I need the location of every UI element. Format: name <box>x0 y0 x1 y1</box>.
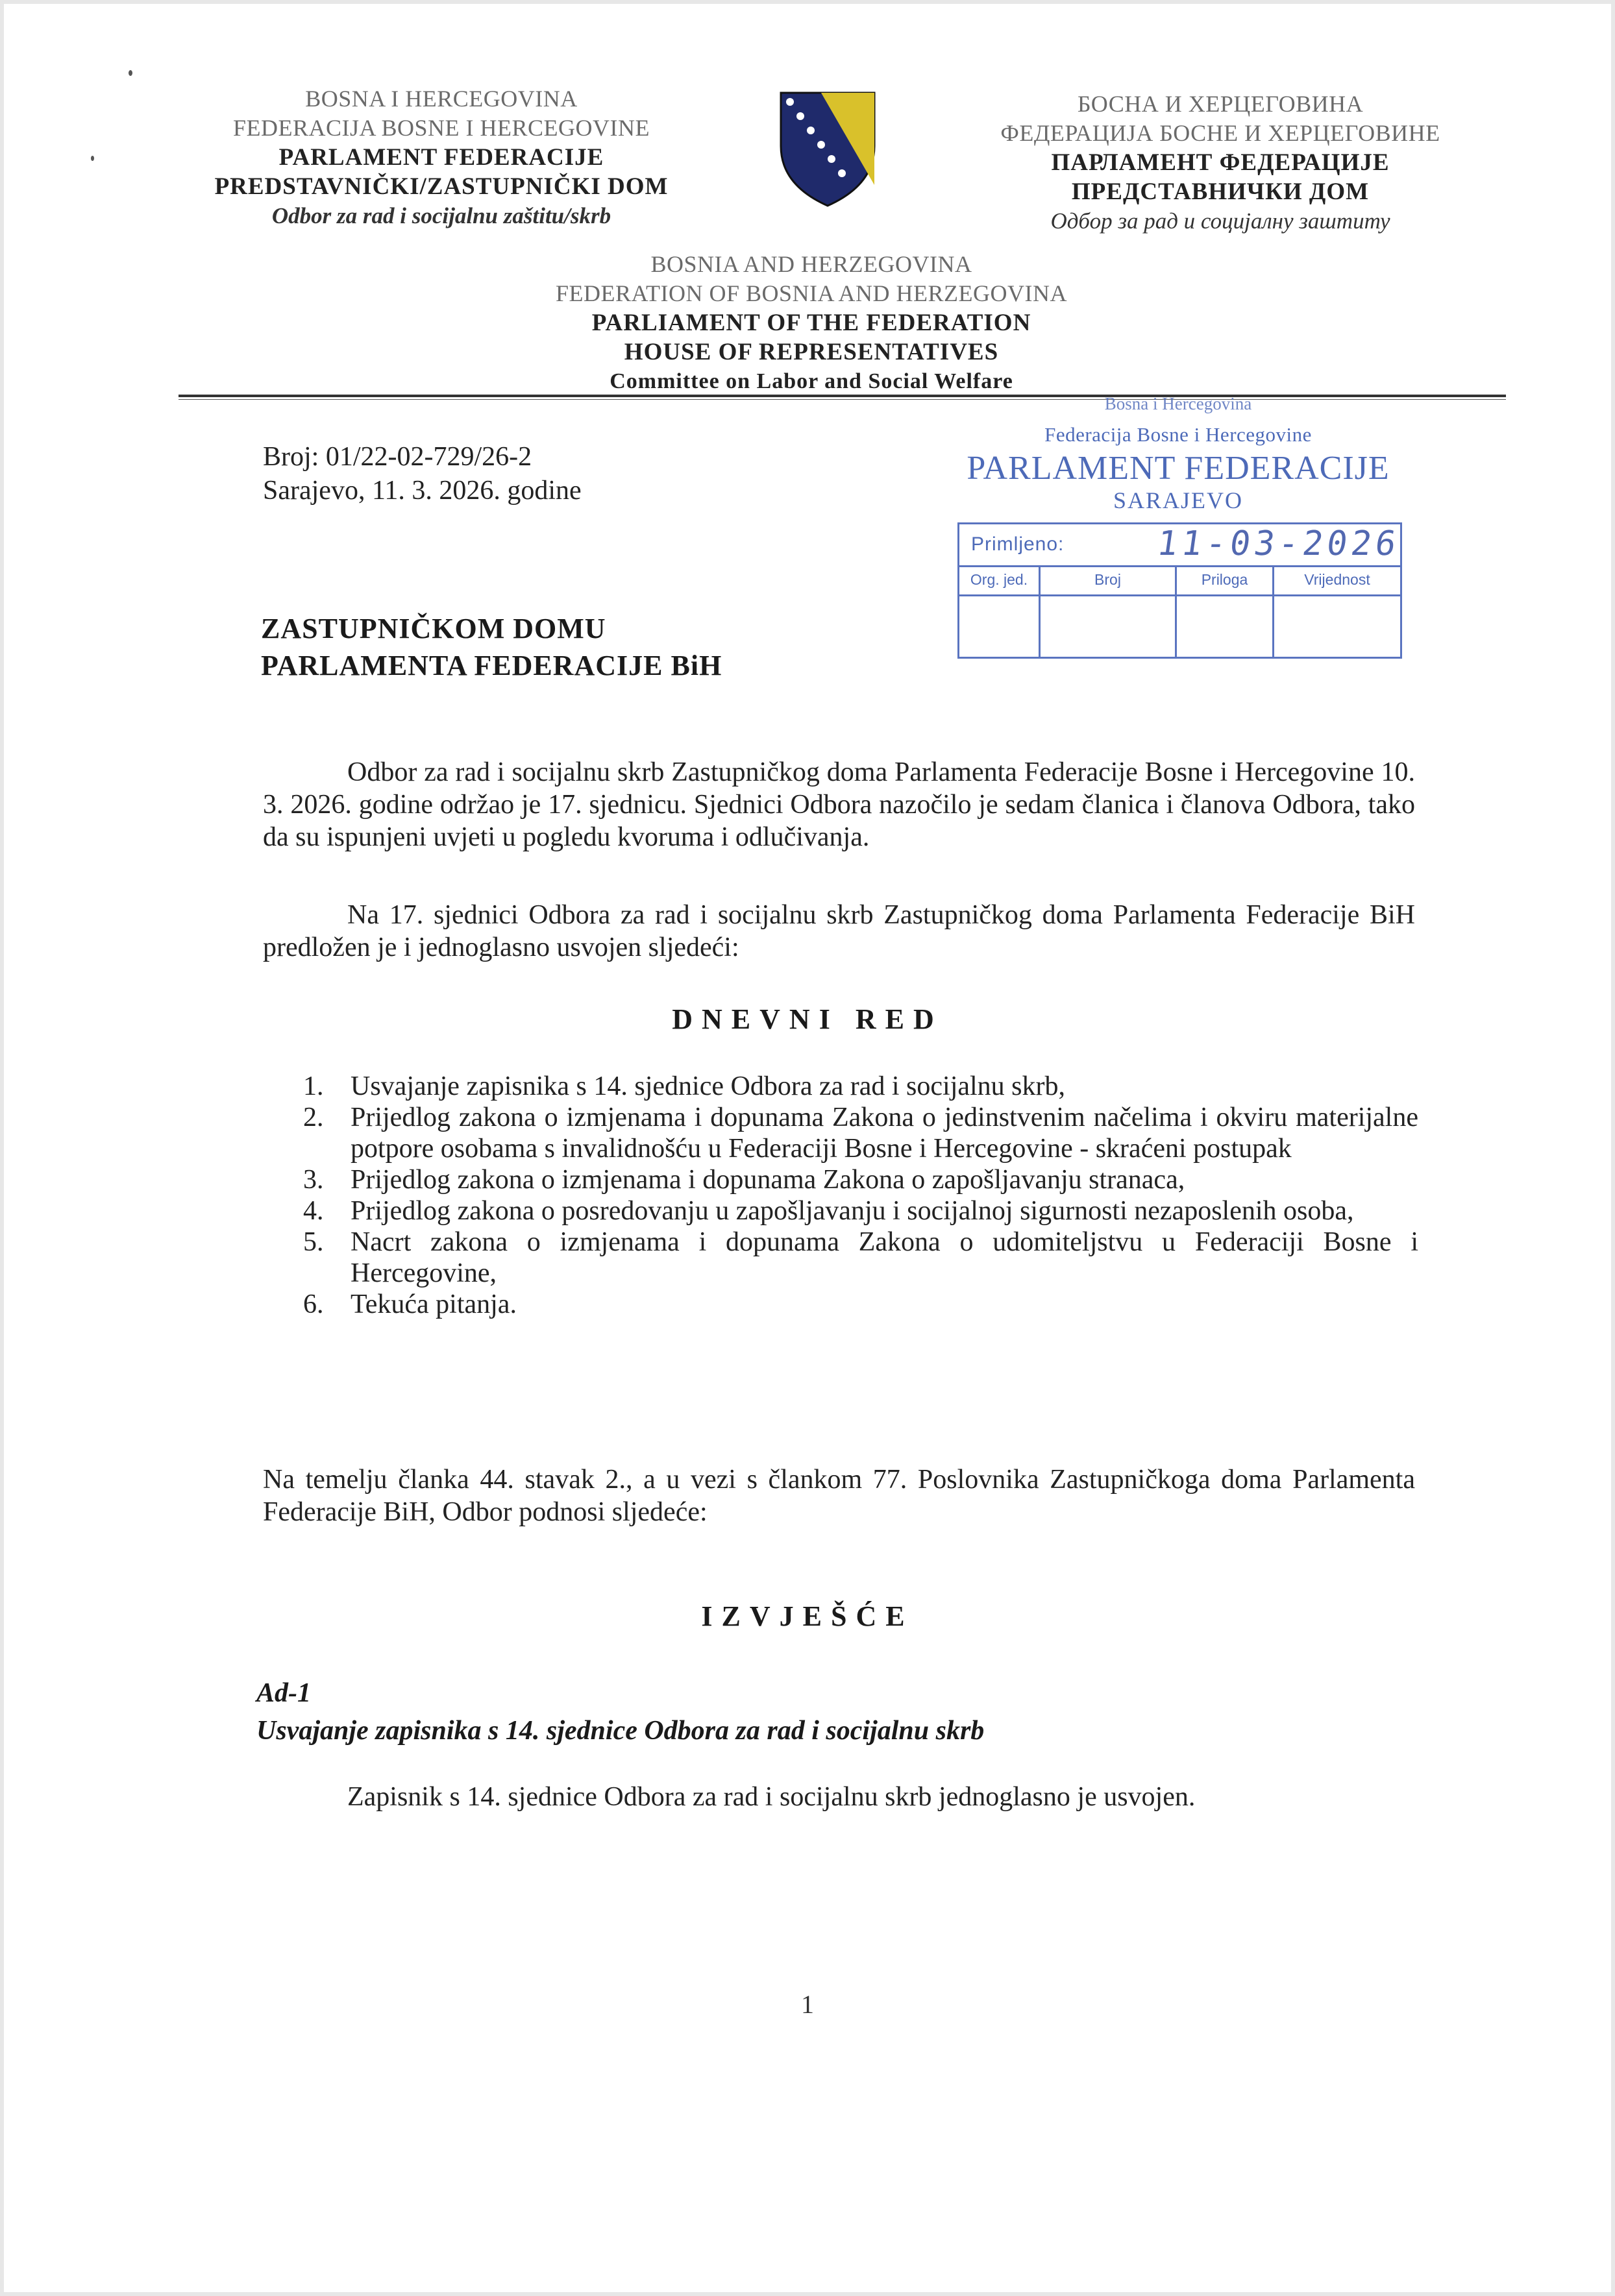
scan-speck <box>91 156 94 161</box>
header-left-line3: PARLAMENT FEDERACIJE <box>278 144 604 171</box>
header-right-line2: ФЕДЕРАЦИЈА БОСНЕ И ХЕРЦЕГОВИНЕ <box>1000 120 1440 146</box>
stamp-received-label: Primljeno: <box>971 533 1065 555</box>
stamp-column-label: Broj <box>1094 571 1121 588</box>
scan-speck <box>129 70 132 76</box>
agenda-item <box>295 1164 1418 1195</box>
page-number: 1 <box>801 1990 814 2019</box>
report-title: IZVJEŠĆE <box>701 1600 914 1632</box>
header-right-line4: ПРЕДСТАВНИЧКИ ДОМ <box>1071 178 1370 205</box>
header-left <box>156 84 727 230</box>
header-left-line1: BOSNA I HERCEGOVINA <box>305 86 578 112</box>
header-right-line5: Одбор за рад и социјалну заштиту <box>1050 208 1390 234</box>
agenda-item <box>295 1102 1418 1164</box>
agenda-item-text: Tekuća pitanja. <box>351 1289 517 1319</box>
agenda-item-text: Prijedlog zakona o izmjenama i dopunama Zakona o zapošljavanju stranaca, <box>351 1165 1185 1195</box>
agenda-item-number: 1. <box>303 1071 324 1101</box>
ad1-text: Zapisnik s 14. sjednice Odbora za rad i socijalnu skrb jednoglasno je usvojen. <box>347 1782 1196 1812</box>
bih-coat-of-arms-icon <box>776 88 880 211</box>
stamp-received-date: 11-03-2026 <box>1154 524 1403 563</box>
stamp-received-row <box>959 524 1403 567</box>
header-center-line2: FEDERATION OF BOSNIA AND HERZEGOVINA <box>555 280 1067 306</box>
stamp-column <box>959 567 1041 657</box>
agenda-intro-paragraph: Na 17. sjednici Odbora za rad i socijalnu skrb Zastupničkog doma Parlamenta Federacije BiH predložen je i jednoglasno usvojen sljedeći: <box>263 900 1415 962</box>
agenda-item-text: Prijedlog zakona o posredovanju u zapošljavanju i socijalnoj sigurnosti nezaposlenih osoba, <box>351 1196 1354 1226</box>
agenda-item-text: Nacrt zakona o izmjenama i dopunama Zakona o udomiteljstvu u Federaciji Bosne i Hercegovine, <box>351 1227 1418 1288</box>
header-left-line2: FEDERACIJA BOSNE I HERCEGOVINE <box>232 115 650 141</box>
agenda-item-number: 2. <box>303 1103 324 1132</box>
header-center-line1: BOSNIA AND HERZEGOVINA <box>650 251 972 277</box>
agenda-title: DNEVNI RED <box>672 1003 943 1035</box>
header-center-line5: Committee on Labor and Social Welfare <box>610 369 1013 393</box>
ad1-label: Ad-1 <box>256 1678 311 1708</box>
stamp-top-line: Bosna i Hercegovina <box>1104 394 1252 413</box>
stamp-column <box>1177 567 1274 657</box>
addressee-line1: ZASTUPNIČKOM DOMU <box>261 613 606 644</box>
header-right-line1: БОСНА И ХЕРЦЕГОВИНА <box>1077 91 1364 117</box>
agenda-item <box>295 1195 1418 1227</box>
ad1-section-heading <box>256 1674 984 1750</box>
ad1-title: Usvajanje zapisnika s 14. sjednice Odbora za rad i socijalnu skrb <box>256 1716 985 1746</box>
agenda-list <box>295 1071 1418 1320</box>
stamp-city: SARAJEVO <box>1113 487 1244 513</box>
agenda-item-text: Usvajanje zapisnika s 14. sjednice Odbora za rad i socijalnu skrb, <box>351 1071 1066 1101</box>
stamp-column-label: Org. jed. <box>970 571 1028 588</box>
reference-number: Broj: 01/22-02-729/26-2 <box>263 442 532 472</box>
addressee <box>261 610 722 684</box>
stamp-column <box>1041 567 1177 657</box>
header-right <box>928 90 1512 236</box>
stamp-main-line: PARLAMENT FEDERACIJE <box>967 450 1390 487</box>
agenda-item <box>295 1071 1418 1102</box>
agenda-item-number: 3. <box>303 1165 324 1195</box>
received-stamp <box>954 396 1402 662</box>
header-center-line4: HOUSE OF REPRESENTATIVES <box>624 339 999 365</box>
addressee-line2: PARLAMENTA FEDERACIJE BiH <box>261 650 722 681</box>
stamp-column-label: Vrijednost <box>1304 571 1370 588</box>
stamp-column <box>1274 567 1400 657</box>
agenda-item-number: 6. <box>303 1289 324 1319</box>
header-left-line4: PREDSTAVNIČKI/ZASTUPNIČKI DOM <box>214 173 669 200</box>
agenda-item-number: 5. <box>303 1227 324 1257</box>
legal-basis-paragraph: Na temelju članka 44. stavak 2., a u vezi s člankom 77. Poslovnika Zastupničkoga doma Parlamenta Federacije BiH, Odbor podnosi sljedeće: <box>263 1465 1415 1527</box>
header-center <box>493 250 1129 396</box>
stamp-sub-line: Federacija Bosne i Hercegovine <box>1044 423 1312 446</box>
intro-paragraph: Odbor za rad i socijalnu skrb Zastupničkog doma Parlamenta Federacije Bosne i Hercegovine 10. 3. 2026. godine održao je 17. sjednicu. Sjednici Odbora nazočilo je sedam članica i članova Odbora, tako da su ispunjeni uvjeti u pogledu kvoruma i odlučivanja. <box>263 757 1415 852</box>
stamp-columns <box>959 567 1400 657</box>
header-center-line3: PARLIAMENT OF THE FEDERATION <box>591 310 1031 336</box>
agenda-item-number: 4. <box>303 1196 324 1226</box>
header-right-line3: ПАРЛАМЕНТ ФЕДЕРАЦИЈЕ <box>1051 149 1390 176</box>
agenda-item-text: Prijedlog zakona o izmjenama i dopunama Zakona o jedinstvenim načelima i okviru materijalne potpore osobama s invalidnošću u Federaciji Bosne i Hercegovine - skraćeni postupak <box>351 1103 1418 1164</box>
header-left-line5: Odbor za rad i socijalnu zaštitu/skrb <box>271 203 611 228</box>
reference-date: Sarajevo, 11. 3. 2026. godine <box>263 476 582 506</box>
agenda-item <box>295 1227 1418 1289</box>
agenda-item <box>295 1289 1418 1320</box>
stamp-column-label: Priloga <box>1201 571 1248 588</box>
stamp-box <box>957 522 1402 659</box>
